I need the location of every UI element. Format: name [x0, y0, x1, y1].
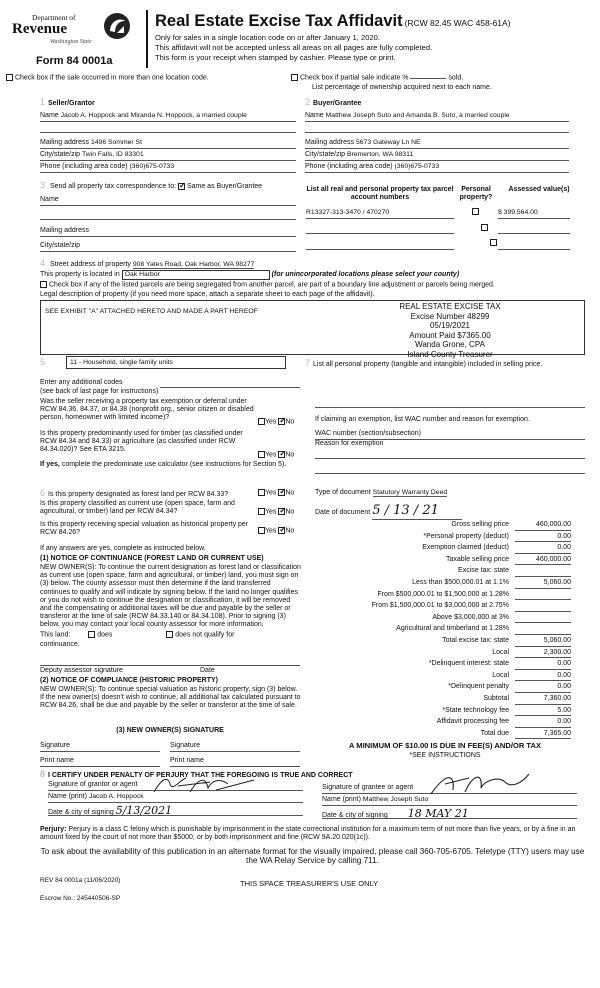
tax-row-label: Above $3,000,000 at 3%	[432, 613, 509, 621]
multi-location-label: Check box if the sale occurred in more than one location code.	[14, 74, 209, 82]
no-label: No	[285, 508, 295, 516]
tax-row-label: From $1,500,000.01 to $3,000,000 at 2.75%	[371, 602, 509, 610]
tax-row	[315, 672, 571, 682]
corr-name-extra[interactable]	[40, 211, 296, 220]
buyer-addr-value: 5673 Gateway Ln NE	[355, 139, 421, 146]
this-land-row	[40, 631, 234, 639]
assessed-1[interactable]: $ 399,564.00	[498, 209, 570, 219]
header-title-block	[155, 12, 595, 31]
grantor-name-value: Jacob A. Hoppock	[88, 793, 144, 800]
reason-label: Reason for exemption	[315, 440, 384, 447]
tax-row-value[interactable]: 5,060.00	[515, 579, 571, 589]
grantee-name-field[interactable]	[322, 796, 577, 806]
header-note: Only for sales in a single location code on or after January 1, 2020.	[155, 33, 380, 42]
stamp-line: REAL ESTATE EXCISE TAX	[399, 302, 501, 311]
forest-yes-no	[258, 489, 294, 497]
section-number: 6	[40, 488, 46, 498]
seller-city-label: City/state/zip	[40, 151, 81, 158]
multi-location-checkbox[interactable]	[6, 74, 13, 81]
seller-addr-field[interactable]	[40, 139, 296, 149]
parcel-3[interactable]	[306, 240, 454, 250]
yes-label: Yes	[265, 527, 277, 535]
seller-phone-label: Phone (including area code)	[40, 163, 128, 170]
q5b-yes-checkbox[interactable]	[258, 451, 265, 458]
tax-row-label: Subtotal	[483, 695, 509, 702]
deputy-sig-label: Deputy assessor signature	[40, 667, 123, 674]
tax-row-label: *Delinquent interest: state	[428, 660, 509, 668]
yes-label: Yes	[265, 508, 277, 516]
owner-print-1[interactable]	[40, 757, 160, 767]
same-as-buyer-checkbox[interactable]	[178, 183, 185, 190]
tax-row-value[interactable]	[515, 602, 571, 612]
availability-note: To ask about the availability of this publication in an alternate format for the visually impaired, please call 360-705-6705. Teletype (TTY) users may use the WA Relay Service by calling 711.	[40, 847, 585, 866]
corr-name-label: Name	[40, 196, 59, 203]
tax-row	[315, 637, 571, 647]
wac-field[interactable]	[315, 430, 585, 440]
no-label: No	[285, 451, 295, 459]
tax-row-value[interactable]: 0.00	[515, 683, 571, 693]
seller-name-value: Jacob A. Hoppock and Miranda N. Hoppock, a married couple	[60, 112, 247, 119]
q6b-yes-checkbox[interactable]	[258, 508, 265, 515]
q6a-yes-checkbox[interactable]	[258, 489, 265, 496]
exemption-question: Was the seller receiving a property tax exemption or deferral under RCW 84.36, 84.37, or 84.38 (nonprofit org., senior citizen or disabled person, homeowner with limited income)?	[40, 398, 254, 422]
tax-row-value[interactable]: 0.00	[515, 544, 571, 554]
tax-row	[315, 533, 571, 543]
stamp-line: Excise Number 48299	[410, 311, 490, 321]
doc-date-value[interactable]: 5 / 13 / 21	[372, 504, 462, 520]
notice2-body: NEW OWNER(S): To continue special valuation as historic property, sign (3) below. If the new owner(s) doesn't wish to continue, all additional tax calculated pursuant to RCW 84.26, shall be due and payable by the seller or transferor at the time of sale.	[40, 686, 301, 710]
section-number: 8	[40, 769, 46, 779]
dept-line2: Revenue	[12, 21, 67, 37]
doc-type-row	[315, 489, 585, 497]
list-pct-note: List percentage of ownership acquired next to each name.	[312, 84, 492, 91]
notice1-heading: (1) NOTICE OF CONTINUANCE (FOREST LAND OR CURRENT USE)	[40, 555, 264, 562]
tax-row	[315, 660, 571, 670]
q5a-no-checkbox[interactable]	[278, 418, 285, 425]
street-label: Street address of property	[49, 261, 131, 268]
grantee-name-value: Matthew Joseph Suto	[362, 796, 429, 803]
form-number: Form 84 0001a	[36, 55, 113, 67]
land-use-code-select[interactable]: 11 - Household, single family units	[66, 356, 286, 369]
tax-row	[315, 730, 571, 740]
timber-yes-no	[258, 451, 294, 459]
grantee-sig-label: Signature of grantee or agent	[322, 784, 414, 791]
doc-date-label: Date of document	[315, 509, 371, 516]
perjury-text: Perjury is a class C felony which is punishable by imprisonment in the state correctional institution for a maximum term of not more than five years, or by a fine in an amount fixed by the court of not more than $5000, or by both imprisonment and fine (RCW 9A.20.020(1c)).	[40, 826, 576, 842]
tax-row-value[interactable]: 0.00	[515, 533, 571, 543]
tax-row-value[interactable]: 5,060.00	[515, 637, 571, 647]
section-number: 2	[305, 97, 311, 107]
buyer-phone-label: Phone (including area code)	[305, 163, 393, 170]
assessed-2[interactable]	[498, 224, 570, 234]
deputy-date-label: Date	[200, 667, 215, 674]
seller-name-label: Name	[40, 112, 59, 119]
section-number: 4	[40, 258, 46, 268]
grantor-date-field[interactable]	[48, 805, 303, 816]
continuance-label: continuance.	[40, 641, 80, 648]
personal-property-label	[305, 358, 590, 369]
seller-heading-label: Seller/Grantor	[48, 100, 95, 107]
partial-sale-label: Check box if partial sale indicate %	[299, 74, 409, 82]
stamp-line: Island County Treasurer	[407, 349, 493, 359]
grantor-sig-label: Signature of grantor or agent	[48, 781, 138, 788]
grantee-signature	[425, 770, 535, 798]
historic-yes-no	[258, 527, 294, 535]
tax-row-label: Local	[492, 648, 509, 656]
section-number: 3	[40, 180, 46, 190]
doc-type-label: Type of document	[315, 489, 371, 496]
yes-label: Yes	[265, 489, 277, 497]
no-label: No	[285, 489, 295, 497]
answers-instr: If any answers are yes, complete as instructed below.	[40, 545, 206, 552]
unincorporated-note: (for unincorporated locations please select your county)	[271, 271, 460, 278]
does-label: does	[97, 631, 113, 639]
seller-phone-value: (360)675-0733	[129, 163, 175, 170]
see-instructions: *SEE INSTRUCTIONS	[409, 752, 481, 759]
q5b-no-checkbox[interactable]	[278, 451, 285, 458]
correspondence-label: Send all property tax correspondence to:	[49, 183, 177, 190]
personal-3-checkbox[interactable]	[490, 239, 497, 246]
seller-city-value: Twin Falls, ID 83301	[82, 151, 144, 158]
tax-row-label: Gross selling price	[451, 521, 509, 528]
escrow-number: Escrow No.: 245440506-SP	[40, 895, 121, 902]
stamp-line: Wanda Grone, CPA	[415, 340, 485, 350]
rev-number: REV 84 0001a (11/06/2020)	[40, 877, 121, 884]
tax-row-value[interactable]	[515, 625, 571, 635]
q5a-yes-checkbox[interactable]	[258, 418, 265, 425]
tax-row-value[interactable]	[515, 567, 571, 577]
tax-row-value[interactable]	[515, 591, 571, 601]
buyer-name-field[interactable]	[305, 112, 569, 122]
section-number: 1	[40, 97, 46, 107]
historic-question: Is this property receiving special valuation as historical property per RCW 84.26?	[40, 521, 249, 537]
tax-row-label: Affidavit processing fee	[436, 718, 509, 726]
forest-question	[40, 488, 255, 499]
multi-location-row	[6, 74, 209, 82]
reason-field-2[interactable]	[315, 465, 585, 474]
grantor-date-value: 5/13/2021	[115, 804, 173, 817]
seller-phone-field[interactable]	[40, 163, 296, 173]
parcel-header: List all real and personal property tax parcel account numbers	[306, 186, 454, 202]
tax-row-label: *Personal property (deduct)	[423, 532, 509, 540]
notice2-heading: (2) NOTICE OF COMPLIANCE (HISTORIC PROPERTY)	[40, 677, 218, 684]
street-value[interactable]: 908 Yates Road, Oak Harbor, WA 98277	[132, 261, 255, 268]
see-back-note: (see back of last page for instructions)	[40, 388, 159, 395]
correspondence-row	[40, 180, 262, 191]
header-divider	[146, 10, 148, 68]
exemption-yes-no	[258, 418, 294, 426]
date-city-label: Date & city of signing	[322, 812, 388, 819]
tax-row	[315, 602, 571, 612]
does-not-checkbox[interactable]	[166, 631, 173, 638]
if-yes-text: complete the predominate use calculator (see instructions for Section 5).	[61, 461, 287, 468]
assessed-3[interactable]	[498, 240, 570, 250]
no-label: No	[285, 418, 295, 426]
personal-property-text: List all personal property (tangible and intangible) included in selling price.	[313, 361, 543, 368]
located-row	[40, 270, 459, 280]
treasurer-stamp	[370, 302, 530, 360]
dor-logo-icon	[102, 11, 132, 41]
signature-label: Signature	[170, 742, 200, 749]
tax-row	[315, 625, 571, 635]
partial-sale-row	[291, 74, 463, 82]
name-print-label: Name (print)	[48, 793, 87, 800]
tax-row	[315, 579, 571, 589]
tax-row-label: Excise tax: state	[458, 567, 509, 575]
seller-name-extra[interactable]	[40, 124, 296, 133]
tax-row-label: *State technology fee	[442, 706, 509, 714]
tax-row-value[interactable]: 2,300.00	[515, 649, 571, 659]
q6c-yes-checkbox[interactable]	[258, 527, 265, 534]
sold-label: sold.	[448, 74, 464, 82]
assessed-header: Assessed value(s)	[508, 186, 570, 193]
deputy-sig-line[interactable]	[40, 657, 300, 666]
buyer-name-label: Name	[305, 112, 324, 119]
tax-row-label: From $500,000.01 to $1,500,000 at 1.28%	[377, 590, 509, 598]
notice3-heading: (3) NEW OWNER(S) SIGNATURE	[116, 727, 224, 734]
tax-row	[315, 707, 571, 717]
treasurer-use-label: THIS SPACE TREASURER'S USE ONLY	[240, 879, 379, 888]
section-number: 7	[305, 358, 311, 368]
segregated-checkbox[interactable]	[40, 281, 47, 288]
buyer-phone-value: (360)675-0733	[394, 163, 440, 170]
tax-row	[315, 695, 571, 705]
tax-row-value[interactable]: 0.00	[515, 672, 571, 682]
buyer-city-value: Bremerton, WA 98311	[347, 151, 414, 158]
addl-codes-label: Enter any additional codes	[40, 379, 123, 386]
signature-label: Signature	[40, 742, 70, 749]
does-not-label: does not qualify for	[175, 631, 235, 639]
seller-heading	[40, 97, 95, 108]
tax-row	[315, 521, 571, 531]
buyer-name-value: Matthew Joseph Suto and Amanda B. Suto, a married couple	[325, 112, 510, 119]
exemption-instr: If claiming an exemption, list WAC number and reason for exemption.	[315, 416, 530, 423]
forest-question-text: Is this property designated as forest land per RCW 84.33?	[48, 491, 229, 498]
legal-label: Legal description of property (if you need more space, attach a separate sheet to each page of the affidavit).	[40, 291, 375, 298]
corr-addr-label: Mailing address	[40, 227, 90, 234]
owner-sig-2[interactable]	[170, 742, 300, 752]
buyer-addr-field[interactable]	[305, 139, 569, 149]
header-note: This affidavit will not be accepted unless all areas on all pages are fully completed.	[155, 42, 433, 52]
doc-type-value[interactable]: Statutory Warranty Deed	[372, 489, 448, 496]
reason-field[interactable]	[315, 450, 585, 459]
partial-sale-checkbox[interactable]	[291, 74, 298, 81]
name-print-label: Name (print)	[322, 796, 361, 803]
personal-1-checkbox[interactable]	[472, 208, 479, 215]
notice1-body: NEW OWNER(S): To continue the current designation as forest land or classification as current use (open space, farm and agricultural, or timber) land, you must sign on (3) below. The county assessor must then determine if the land transferred continues to qualify and will indicate by signing below. If the land no longer qualifies or you do not wish to continue the designation or classification, it will be removed and the compensating or additional taxes will be due and payable by the seller or transferor at the time of sale (RCW 84.33.140 or 84.34.108). Prior to signing (3) below, you may contact your local county assessor for more information.	[40, 564, 301, 629]
tax-row	[315, 556, 571, 566]
no-label: No	[285, 527, 295, 535]
buyer-heading	[305, 97, 361, 108]
print-name-label: Print name	[170, 757, 204, 764]
current-use-yes-no	[258, 508, 294, 516]
parcel-2[interactable]	[306, 224, 454, 234]
stamp-line: Amount Paid $7365.00	[409, 330, 491, 340]
segregated-label: Check box if any of the listed parcels are being segregated from another parcel, are part of a boundary line adjustment or parcels being merged.	[48, 281, 495, 289]
grantee-date-field[interactable]	[322, 808, 577, 819]
tax-row-label: *Delinquent penalty	[448, 683, 509, 691]
grantee-date-value: 18 MAY 21	[407, 807, 469, 820]
tax-row-label: Exemption claimed (deduct)	[422, 544, 509, 552]
owner-print-2[interactable]	[170, 757, 300, 767]
corr-city-label: City/state/zip	[40, 242, 81, 249]
stamp-line: 05/19/2021	[429, 321, 471, 331]
buyer-phone-field[interactable]	[305, 163, 569, 173]
street-row	[40, 258, 290, 269]
same-as-buyer-label: Same as Buyer/Grantee	[186, 183, 263, 190]
minimum-fee-note: A MINIMUM OF $10.00 IS DUE IN FEE(S) AND/OR TAX	[348, 741, 542, 750]
header-note: This form is your receipt when stamped by cashier. Please type or print.	[155, 52, 396, 62]
buyer-city-label: City/state/zip	[305, 151, 346, 158]
if-yes-bold: If yes,	[40, 461, 60, 468]
tax-row-value[interactable]: 460,000.00	[515, 521, 571, 531]
addl-codes-field[interactable]	[160, 379, 300, 388]
tax-row	[315, 544, 571, 554]
parcel-1[interactable]: R13327-313-3470 / 470270	[306, 209, 454, 219]
dept-line1: Department of	[32, 13, 76, 22]
current-use-question: Is this property classified as current use (open space, farm and agricultural, or timber) land per RCW 84.34?	[40, 500, 235, 516]
date-city-label: Date & city of signing	[48, 809, 114, 816]
located-label: This property is located in	[40, 271, 120, 278]
segregated-row	[40, 281, 595, 289]
doc-date-row	[315, 504, 585, 520]
grantor-name-field[interactable]	[48, 793, 303, 803]
tax-row	[315, 567, 571, 577]
tax-row-value[interactable]: 0.00	[515, 718, 571, 728]
header-notes	[155, 33, 432, 63]
tax-row-value[interactable]: 7,365.00	[515, 730, 571, 740]
perjury-bold: Perjury:	[40, 826, 67, 833]
tax-row-label: Local	[492, 671, 509, 679]
personal-2-checkbox[interactable]	[481, 224, 488, 231]
print-name-label: Print name	[40, 757, 74, 764]
tax-row	[315, 614, 571, 624]
buyer-heading-label: Buyer/Grantee	[313, 100, 362, 107]
tax-row-label: Total excise tax: state	[442, 637, 509, 644]
if-yes-note	[40, 461, 295, 469]
rcw-ref: (RCW 82.45 WAC 458-61A)	[404, 18, 511, 28]
perjury-note	[40, 826, 585, 842]
legal-description: SEE EXHIBIT "A" ATTACHED HERETO AND MADE A PART HEREOF	[45, 308, 258, 315]
tax-row-label: Less than $500,000.01 at 1.1%	[412, 579, 509, 586]
tax-row	[315, 649, 571, 659]
timber-question: Is this property predominantly used for timber (as classified under RCW 84.34 and 84.33) or agriculture (as classified under RCW 84.34.020)? See ETA 3215.	[40, 430, 243, 454]
wac-label: WAC number (section/subsection)	[315, 430, 421, 437]
owner-sig-1[interactable]	[40, 742, 160, 752]
tax-row-value[interactable]: 5.00	[515, 707, 571, 717]
tax-row-value[interactable]: 0.00	[515, 660, 571, 670]
dor-logo	[12, 8, 132, 54]
tax-row-label: Taxable selling price	[445, 555, 509, 563]
partial-pct-field[interactable]	[410, 78, 446, 79]
corr-name-field[interactable]	[40, 196, 296, 206]
page-title: Real Estate Excise Tax Affidavit	[155, 12, 403, 30]
q6c-no-checkbox[interactable]	[278, 527, 285, 534]
tax-row-label: Agricultural and timberland at 1.28%	[396, 625, 509, 633]
q6b-no-checkbox[interactable]	[278, 508, 285, 515]
tax-row	[315, 683, 571, 693]
certify-text: I CERTIFY UNDER PENALTY OF PERJURY THAT THE FOREGOING IS TRUE AND CORRECT	[48, 772, 353, 779]
tax-row-value[interactable]: 7,360.00	[515, 695, 571, 705]
located-select[interactable]: Oak Harbor	[122, 270, 270, 280]
q6a-no-checkbox[interactable]	[278, 489, 285, 496]
tax-row-value[interactable]: 460,000.00	[515, 556, 571, 566]
tax-row-value[interactable]	[515, 614, 571, 624]
buyer-addr-label: Mailing address	[305, 139, 355, 146]
dept-line3: Washington State	[50, 39, 92, 45]
tax-row	[315, 591, 571, 601]
buyer-name-extra[interactable]	[305, 124, 569, 133]
tax-row	[315, 718, 571, 728]
yes-label: Yes	[265, 418, 277, 426]
yes-label: Yes	[265, 451, 277, 459]
corr-addr-field[interactable]	[40, 227, 296, 237]
personal-header: Personal property?	[459, 186, 493, 202]
seller-name-field[interactable]	[40, 112, 296, 122]
personal-property-field[interactable]	[315, 399, 585, 408]
this-land-label: This land:	[40, 631, 71, 639]
does-checkbox[interactable]	[88, 631, 95, 638]
seller-addr-label: Mailing address	[40, 139, 90, 146]
buyer-city-field[interactable]	[305, 151, 569, 161]
corr-city-field[interactable]	[40, 242, 296, 252]
tax-row-label: Total due	[480, 729, 509, 737]
seller-city-field[interactable]	[40, 151, 296, 161]
section-number: 5	[40, 357, 46, 367]
seller-addr-value: 1496 Sommer St	[90, 139, 142, 146]
